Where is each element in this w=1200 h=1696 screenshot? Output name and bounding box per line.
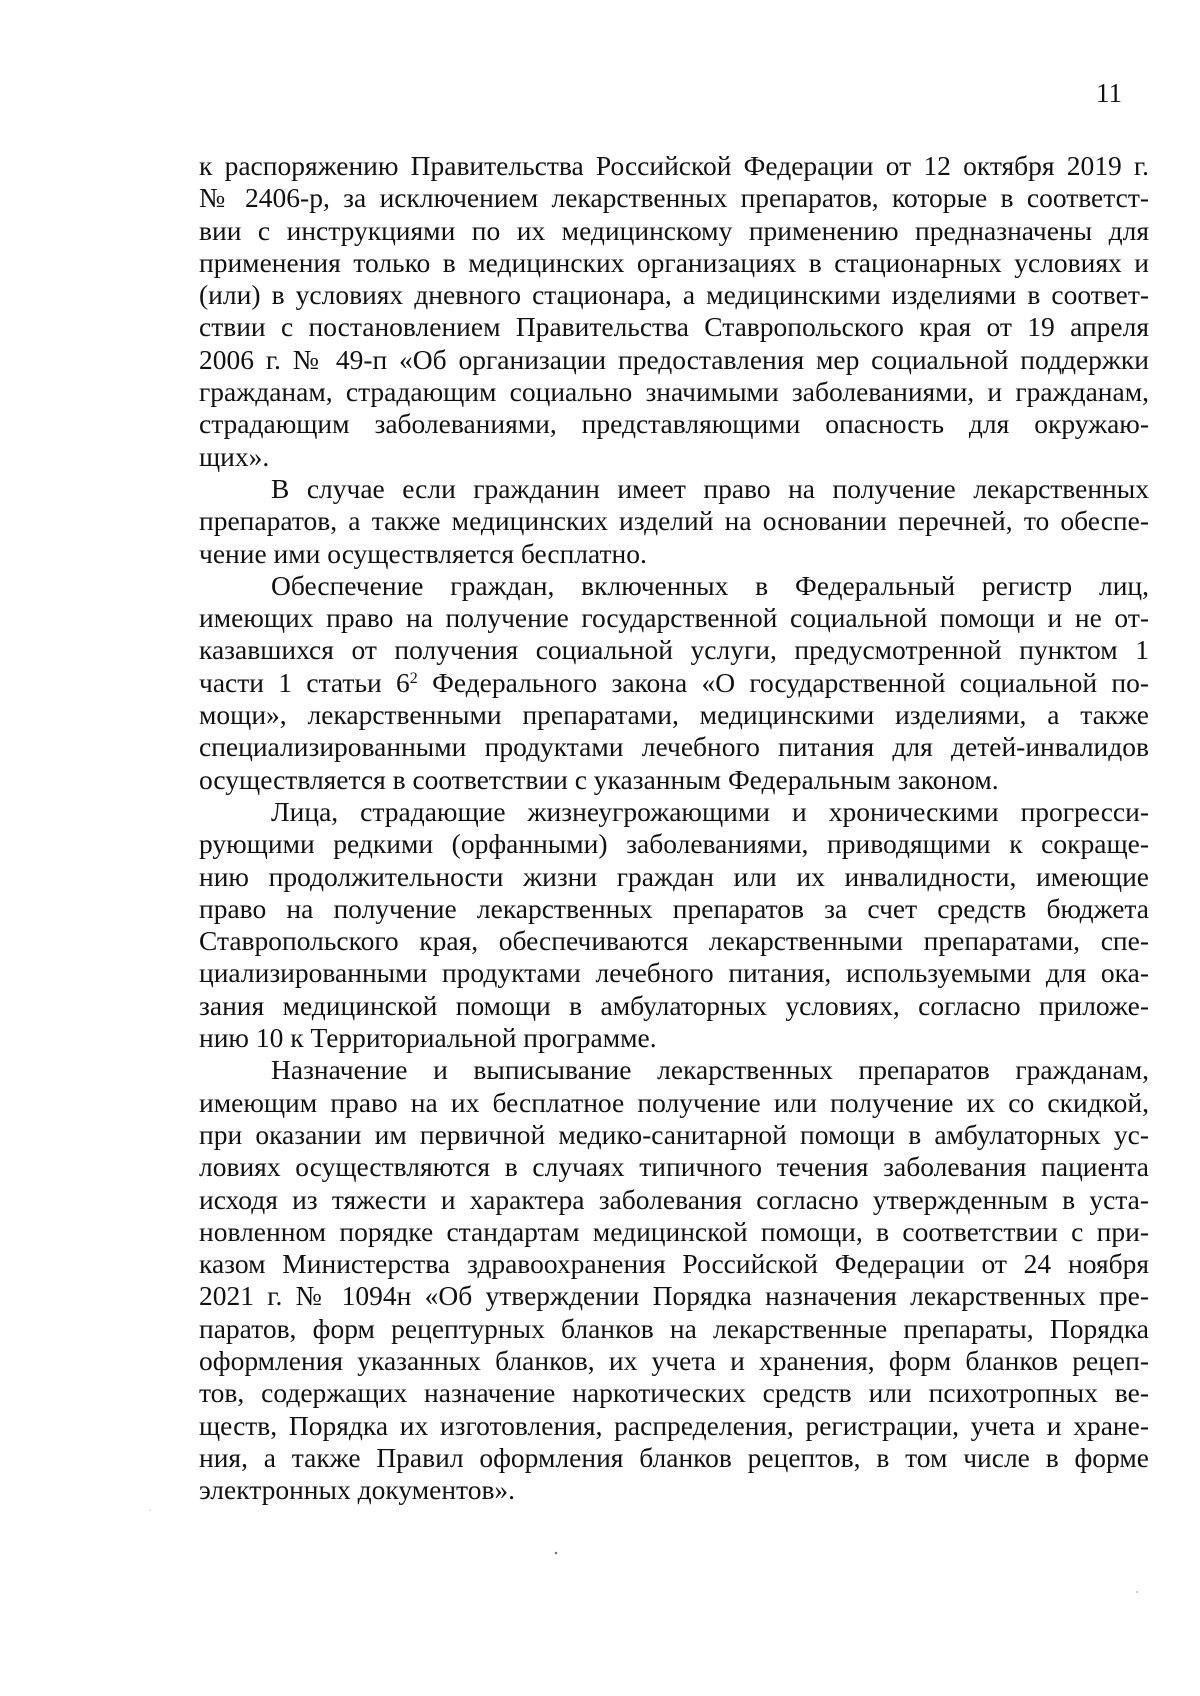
text-line: препаратов, а также медицинских изделий на основании перечней, то обеспе- — [199, 505, 1149, 537]
text-line: ния, а также Правил оформления бланков рецептов, в том числе в форме — [199, 1441, 1149, 1473]
paragraph-1 — [199, 150, 1149, 473]
text-line: рующими редкими (орфанными) заболеваниями, приводящими к сокраще- — [199, 828, 1149, 860]
text-line: зания медицинской помощи в амбулаторных условиях, согласно приложе- — [199, 989, 1149, 1021]
paragraph-4 — [199, 796, 1149, 1054]
text-line: осуществляется в соответствии с указанным Федеральным законом. — [199, 763, 999, 795]
text-line: Назначение и выписывание лекарственных препаратов гражданам, — [271, 1054, 1149, 1086]
text-line: имеющим право на их бесплатное получение или получение их со скидкой, — [199, 1086, 1149, 1118]
text-line: казом Министерства здравоохранения Российской Федерации от 24 ноября — [199, 1248, 1149, 1280]
document-body — [199, 150, 1149, 1506]
text-line: 2006 г. № 49-п «Об организации предоставления мер социальной поддержки — [199, 343, 1149, 375]
text-line: 2021 г. № 1094н «Об утверждении Порядка назначения лекарственных пре- — [199, 1280, 1149, 1312]
text-line: гражданам, страдающим социально значимыми заболеваниями, и гражданам, — [199, 376, 1149, 408]
text-line: оформления указанных бланков, их учета и хранения, форм бланков рецеп- — [199, 1344, 1149, 1376]
text-line: казавшихся от получения социальной услуги, предусмотренной пунктом 1 — [199, 634, 1149, 666]
text-line: тов, содержащих назначение наркотических средств или психотропных ве- — [199, 1377, 1149, 1409]
text-line: паратов, форм рецептурных бланков на лекарственные препараты, Порядка — [199, 1312, 1149, 1344]
text-line: нию 10 к Территориальной программе. — [199, 1022, 657, 1054]
text-line: циализированными продуктами лечебного питания, используемыми для ока- — [199, 957, 1149, 989]
text-fragment: Федерального закона «О государственной социальной по- — [417, 666, 1149, 698]
text-line: ствии с постановлением Правительства Ставропольского края от 19 апреля — [199, 311, 1149, 343]
paragraph-2 — [199, 473, 1149, 570]
text-line: электронных документов». — [199, 1474, 516, 1506]
scan-speck — [149, 1509, 151, 1511]
text-line: исходя из тяжести и характера заболевания согласно утвержденным в уста- — [199, 1183, 1149, 1215]
scan-speck — [1136, 1591, 1138, 1593]
text-line: В случае если гражданин имеет право на получение лекарственных — [271, 472, 1149, 504]
text-line: вии с инструкциями по их медицинскому применению предназначены для — [199, 214, 1149, 246]
text-line-with-superscript — [199, 667, 1149, 699]
text-fragment: части 1 статьи 6 — [199, 666, 410, 698]
text-line: при оказании им первичной медико-санитарной помощи в амбулаторных ус- — [199, 1118, 1149, 1150]
text-line: чение ими осуществляется бесплатно. — [199, 537, 647, 569]
paragraph-5 — [199, 1054, 1149, 1506]
page-number: 11 — [1096, 78, 1122, 108]
text-line: № 2406-р, за исключением лекарственных препаратов, которые в соответст- — [199, 182, 1149, 214]
text-line: (или) в условиях дневного стационара, а медицинскими изделиями в соответ- — [199, 279, 1149, 311]
text-line: Ставропольского края, обеспечиваются лекарственными препаратами, спе- — [199, 925, 1149, 957]
text-line: Лица, страдающие жизнеугрожающими и хроническими прогресси- — [271, 795, 1149, 827]
text-line: нию продолжительности жизни граждан или их инвалидности, имеющие — [199, 860, 1149, 892]
text-line: право на получение лекарственных препаратов за счет средств бюджета — [199, 892, 1149, 924]
scan-speck — [555, 1552, 558, 1555]
text-line: ществ, Порядка их изготовления, распределения, регистрации, учета и хране- — [199, 1409, 1149, 1441]
text-line: специализированными продуктами лечебного питания для детей-инвалидов — [199, 731, 1149, 763]
text-line: мощи», лекарственными препаратами, медицинскими изделиями, а также — [199, 699, 1149, 731]
text-line: к распоряжению Правительства Российской Федерации от 12 октября 2019 г. — [199, 150, 1149, 181]
paragraph-3 — [199, 570, 1149, 796]
text-line: Обеспечение граждан, включенных в Федеральный регистр лиц, — [271, 569, 1149, 601]
text-line: имеющих право на получение государственной социальной помощи и не от- — [199, 602, 1149, 634]
text-line: ловиях осуществляются в случаях типичного течения заболевания пациента — [199, 1151, 1149, 1183]
text-line: новленном порядке стандартам медицинской помощи, в соответствии с при- — [199, 1215, 1149, 1247]
text-line: применения только в медицинских организациях в стационарных условиях и — [199, 246, 1149, 278]
superscript: 2 — [409, 669, 418, 687]
text-line: щих». — [199, 440, 270, 472]
text-line: страдающим заболеваниями, представляющими опасность для окружаю- — [199, 408, 1149, 440]
